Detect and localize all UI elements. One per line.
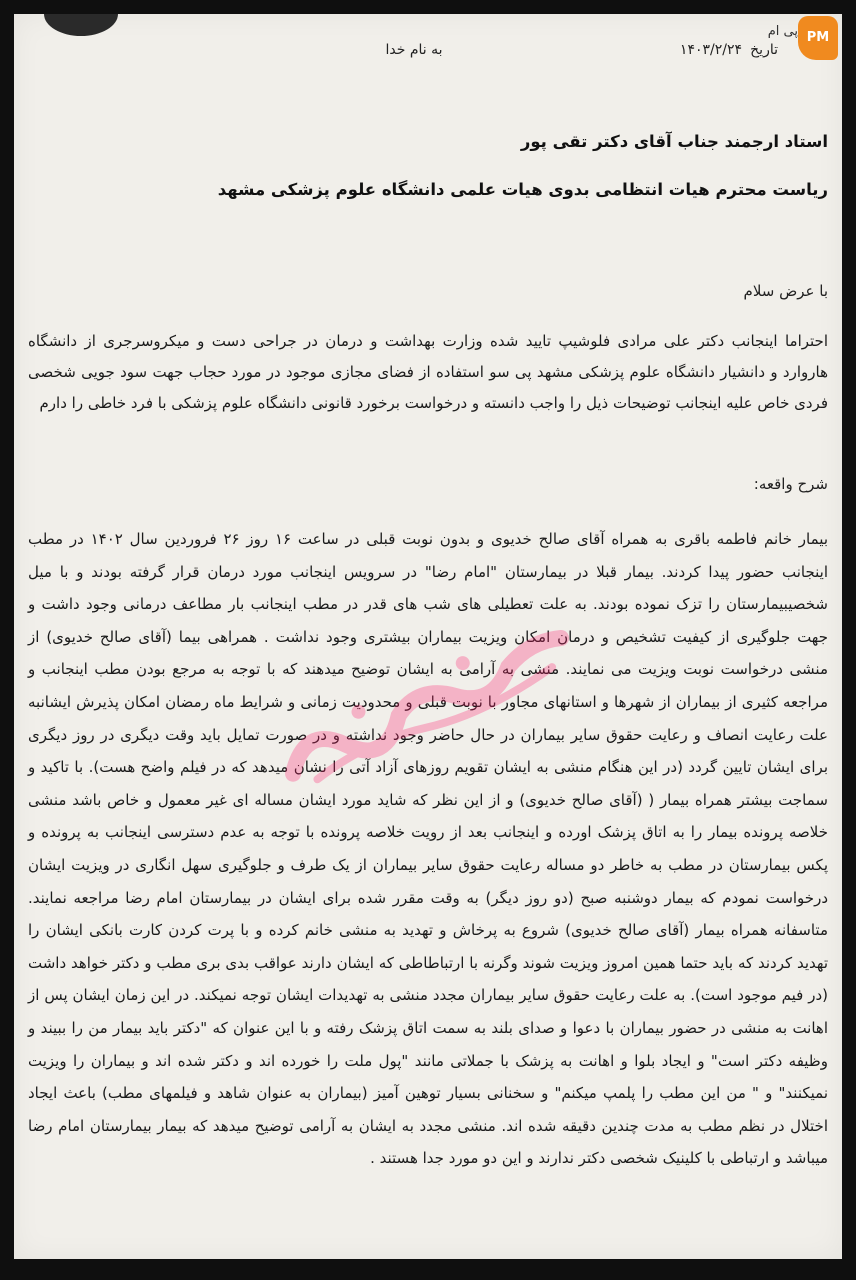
greeting: با عرض سلام <box>743 282 828 300</box>
date-value: ۱۴۰۳/۲/۲۴ <box>679 42 742 58</box>
basmala-heading: به نام خدا <box>385 42 443 58</box>
logo-badge-icon: PM <box>798 16 838 60</box>
logo-word: پی ام <box>767 24 798 39</box>
body-paragraph: بیمار خانم فاطمه باقری به همراه آقای صالح خدیوی و بدون نوبت قبلی در ساعت ۱۶ روز ۲۶ فروردین سال ۱۴۰۲ در مطب اینجانب حضور پیدا کردند. بیمار قبلا در بیمارستان "امام رضا" در سرویس اینجانب مورد درمان قرار گرفته بودند و با میل شخصیبیمارستان را تزک نموده بودند. به علت تعطیلی های شب های قدر در مطب اینجانب بار مطاعف درمانی وجود داشت و جهت جلوگیری از کیفیت تشخیص و درمان امکان ویزیت بیماران بیشتری وجود نداشت . همراهی بیما (آقای صالح خدیوی) از منشی درخواست نوبت ویزیت می نمایند. منشی به آرامی به ایشان توضیح میدهند که با توجه به مرجع بودن مطب اینجانب و مراجعه کثیری از بیماران از شهرها و استانهای مجاور با نوبت قبلی و محدودیت زمانی و شرایط ماه رمضان امکان پذیرش ایشانبه علت رعایت انصاف و رعایت حقوق سایر بیماران در حال حاضر وجود نداشته و در صورت تمایل باید وقت دیگری در روز دیگری برای ایشان تایین گردد (در این هنگام منشی به ایشان تقویم روزهای آزاد آتی را نشان میدهد که در فیلم واضح هست). با تاکید و سماجت بیشتر همراه بیمار ( (آقای صالح خدیوی) و از این نظر که شاید مورد ایشان مساله ای غیر معمول و خاص باشد منشی خلاصه پرونده بیمار را به اتاق پزشک اورده و اینجانب بعد از رویت خلاصه پرونده با توجه به عدم دسترسی اینجانب به پرونده و پکس بیمارستان در مطب به خاطر دو مساله رعایت حقوق سایر بیماران از یک طرف و جلوگیری سهل انگاری در ویزیت ایشان درخواست نمودم که بیمار دوشنبه صبح (دو روز دیگر) به وقت مقرر شده برای ایشان در بیمارستان امام رضا مراجعه نمایند. متاسفانه همراه بیمار (آقای صالح خدیوی) شروع به پرخاش و تهدید به منشی خانم کرده و با پرت کردن کارت بانکی ایشان را تهدید کردند که باید حتما همین امروز ویزیت شوند وگرنه با ارتباطاطی که ایشان دارند عواقب بدی بری مطب و دکتر خواهد داشت (در فیم موجود است). به علت رعایت حقوق سایر بیماران مجدد منشی به تهدیدات ایشان توجه نمیکند. در این زمان ایشان پس از اهانت به منشی در حضور بیماران با دعوا و صدای بلند به سمت اتاق پزشک رفته و با این عنوان که "دکتر باید بیمار من را ببیند و وظیفه دکتر است" و ایجاد بلوا و اهانت به پزشک با جملاتی مانند "پول ملت را خورده اند و دکتر شده اند و بیماران را ویزیت نمیکنند" و " من این مطب را پلمپ میکنم" و سخنانی بسیار توهین آمیز (بیماران به عنوان شاهد و فیلمهای مطب) باعث ایجاد اختلال در نظم مطب به مدت چندین دقیقه شده اند. منشی مجدد به ایشان به آرامی توضیح میدهد که بیمار بیمارستان امام رضا میباشد و ارتباطی با کلینیک شخصی دکتر ندارند و این دو مورد جدا هستند . <box>28 530 828 1168</box>
site-logo <box>718 16 838 62</box>
corner-shadow <box>44 14 118 36</box>
recipient-line-2: ریاست محترم هیات انتظامی بدوی هیات علمی دانشگاه علوم پزشکی مشهد <box>217 180 828 199</box>
letter-page <box>14 14 842 1259</box>
recipient-line-1: استاد ارجمند جناب آقای دکتر تقی پور <box>520 132 828 151</box>
section-title: شرح واقعه: <box>753 475 828 493</box>
intro-paragraph: احتراما اینجانب دکتر علی مرادی فلوشیپ تایید شده وزارت بهداشت و درمان در جراحی دست و میکروسرجری از دانشگاه هاروارد و دانشیار دانشگاه علوم پزشکی مشهد پی سو استفاده از فضای مجازی موجود در مورد حجاب جهت سود جویی شخصی فردی خاص علیه اینجانب توضیحات ذیل را واجب دانسته و درخواست برخورد قانونی دانشگاه علوم پزشکی با فرد خاطی را دارم <box>28 332 828 412</box>
date-label: تاریخ <box>750 42 778 58</box>
